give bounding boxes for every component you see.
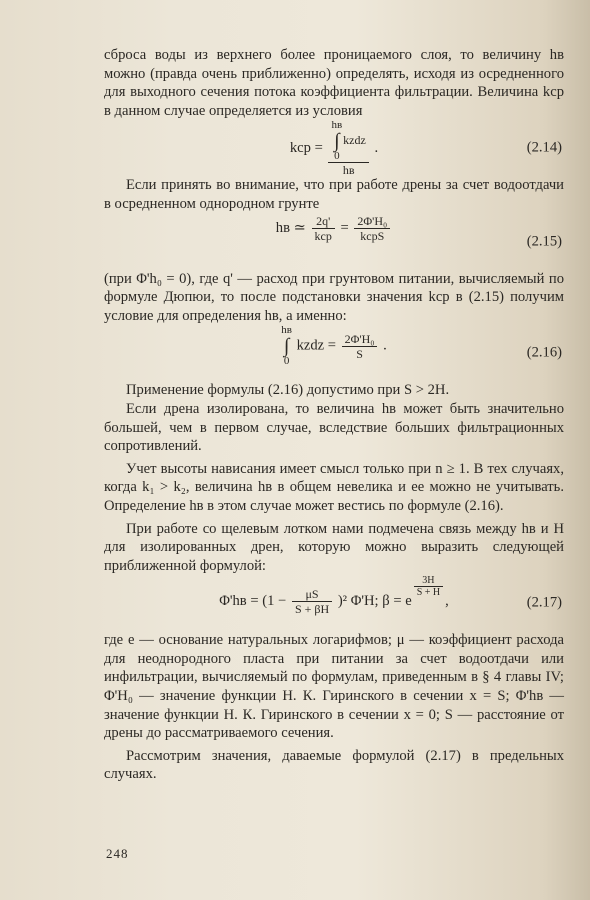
paragraph: Если дрена изолирована, то величина hв может быть значительно большей, чем в первом случае, вследствие больших фильтрационных сопротивлений. xyxy=(104,400,564,455)
equation-number: (2.14) xyxy=(526,140,562,157)
eq-fraction: $\frac{\mu S}{S + \beta H}$ xyxy=(292,587,332,616)
eq-lhs: hв ≃ xyxy=(275,219,306,236)
integral-sign: hв ∫ 0 xyxy=(331,119,343,163)
eq-fraction: $\frac{\text{2Φ'H₀}}{S}$ xyxy=(342,332,378,361)
equation-2-14: kср = hв ∫ 0kzdz hв . (2.14) xyxy=(289,119,562,178)
equation-2-15: hв ≃ $\frac{2q'}{\text{kср}}$ = $\frac{\text{2Φ'H₀}}{\text{kсрS}}$ (2.15) xyxy=(275,213,562,250)
paragraph: (при Φ'h₀ = 0), где q' — расход при грунтовом питании, вычисляемый по формуле Дюпюи, то после подстановки значения kср в (2.15) получим условие для определения hв, а именно: xyxy=(104,270,564,324)
integral-sign: hв ∫ 0 xyxy=(281,324,292,368)
paragraph: Применение формулы (2.16) допустимо при S > 2H. xyxy=(126,382,450,399)
eq-fraction: $\frac{2q'}{\text{kср}}$ xyxy=(312,214,335,243)
equation-number: (2.17) xyxy=(526,594,562,611)
equation-number: (2.16) xyxy=(526,345,562,362)
paragraph: где e — основание натуральных логарифмов; μ — коэффициент расхода для неоднородного пласта при питании за счет водоотдачи или инфильтрации, вычисляемый по формулам, приведенным в § 4 главы IV; Φ'H₀ — значение функции Н. К. Гиринского в сечении x = S; Φ'hв — значение функции Н. К. Гиринского в сечении x = 0; S — расстояние от дрены до рассматриваемого сечения. xyxy=(104,632,564,742)
paragraph: При работе со щелевым лотком нами подмечена связь между hв и H для изолированных дрен, которую можно выразить следующей приближенной формулой: xyxy=(104,520,564,574)
paragraph: сброса воды из верхнего более проницаемого слоя, то величину hв можно (правда очень приближенно) определять, исходя из осредненного для выходного сечения потока коэффициента фильтрации. Величина kср в данном случае определяется из условия xyxy=(104,47,564,119)
eq-fraction: $\frac{\text{2Φ'H₀}}{\text{kсрS}}$ xyxy=(354,214,390,243)
paragraph: Если принять во внимание, что при работе дрены за счет водоотдачи в осредненном однородном грунте xyxy=(104,177,564,212)
equation-2-17: Φ'hв = (1 − $\frac{\mu S}{S + \beta H}$ )² Φ'H; β = e $^{\frac{3H}{S + H}}$ , (2.17) xyxy=(219,575,562,617)
equation-2-16: hв ∫ 0 kzdz = $\frac{\text{2Φ'H₀}}{S}$ . (2.16) xyxy=(281,324,562,368)
page-body xyxy=(104,46,564,784)
eq-fraction: hв ∫ 0kzdz hв xyxy=(328,120,368,177)
eq-exponent: 3H S + H xyxy=(414,575,443,598)
eq-lhs: Φ'hв = xyxy=(219,593,259,610)
eq-lhs: kср = xyxy=(289,140,323,157)
equation-number: (2.15) xyxy=(526,233,562,250)
paragraph: Учет высоты нависания имеет смысл только при n ≥ 1. В тех случаях, когда k₁ > k₂, величина hв в общем невелика и ее можно не учитывать. Определение hв в этом случае может вестись по формуле (2.16). xyxy=(104,460,564,514)
page-number: 248 xyxy=(106,846,129,861)
paragraph: Рассмотрим значения, даваемые формулой (2.17) в предельных случаях. xyxy=(104,747,564,783)
